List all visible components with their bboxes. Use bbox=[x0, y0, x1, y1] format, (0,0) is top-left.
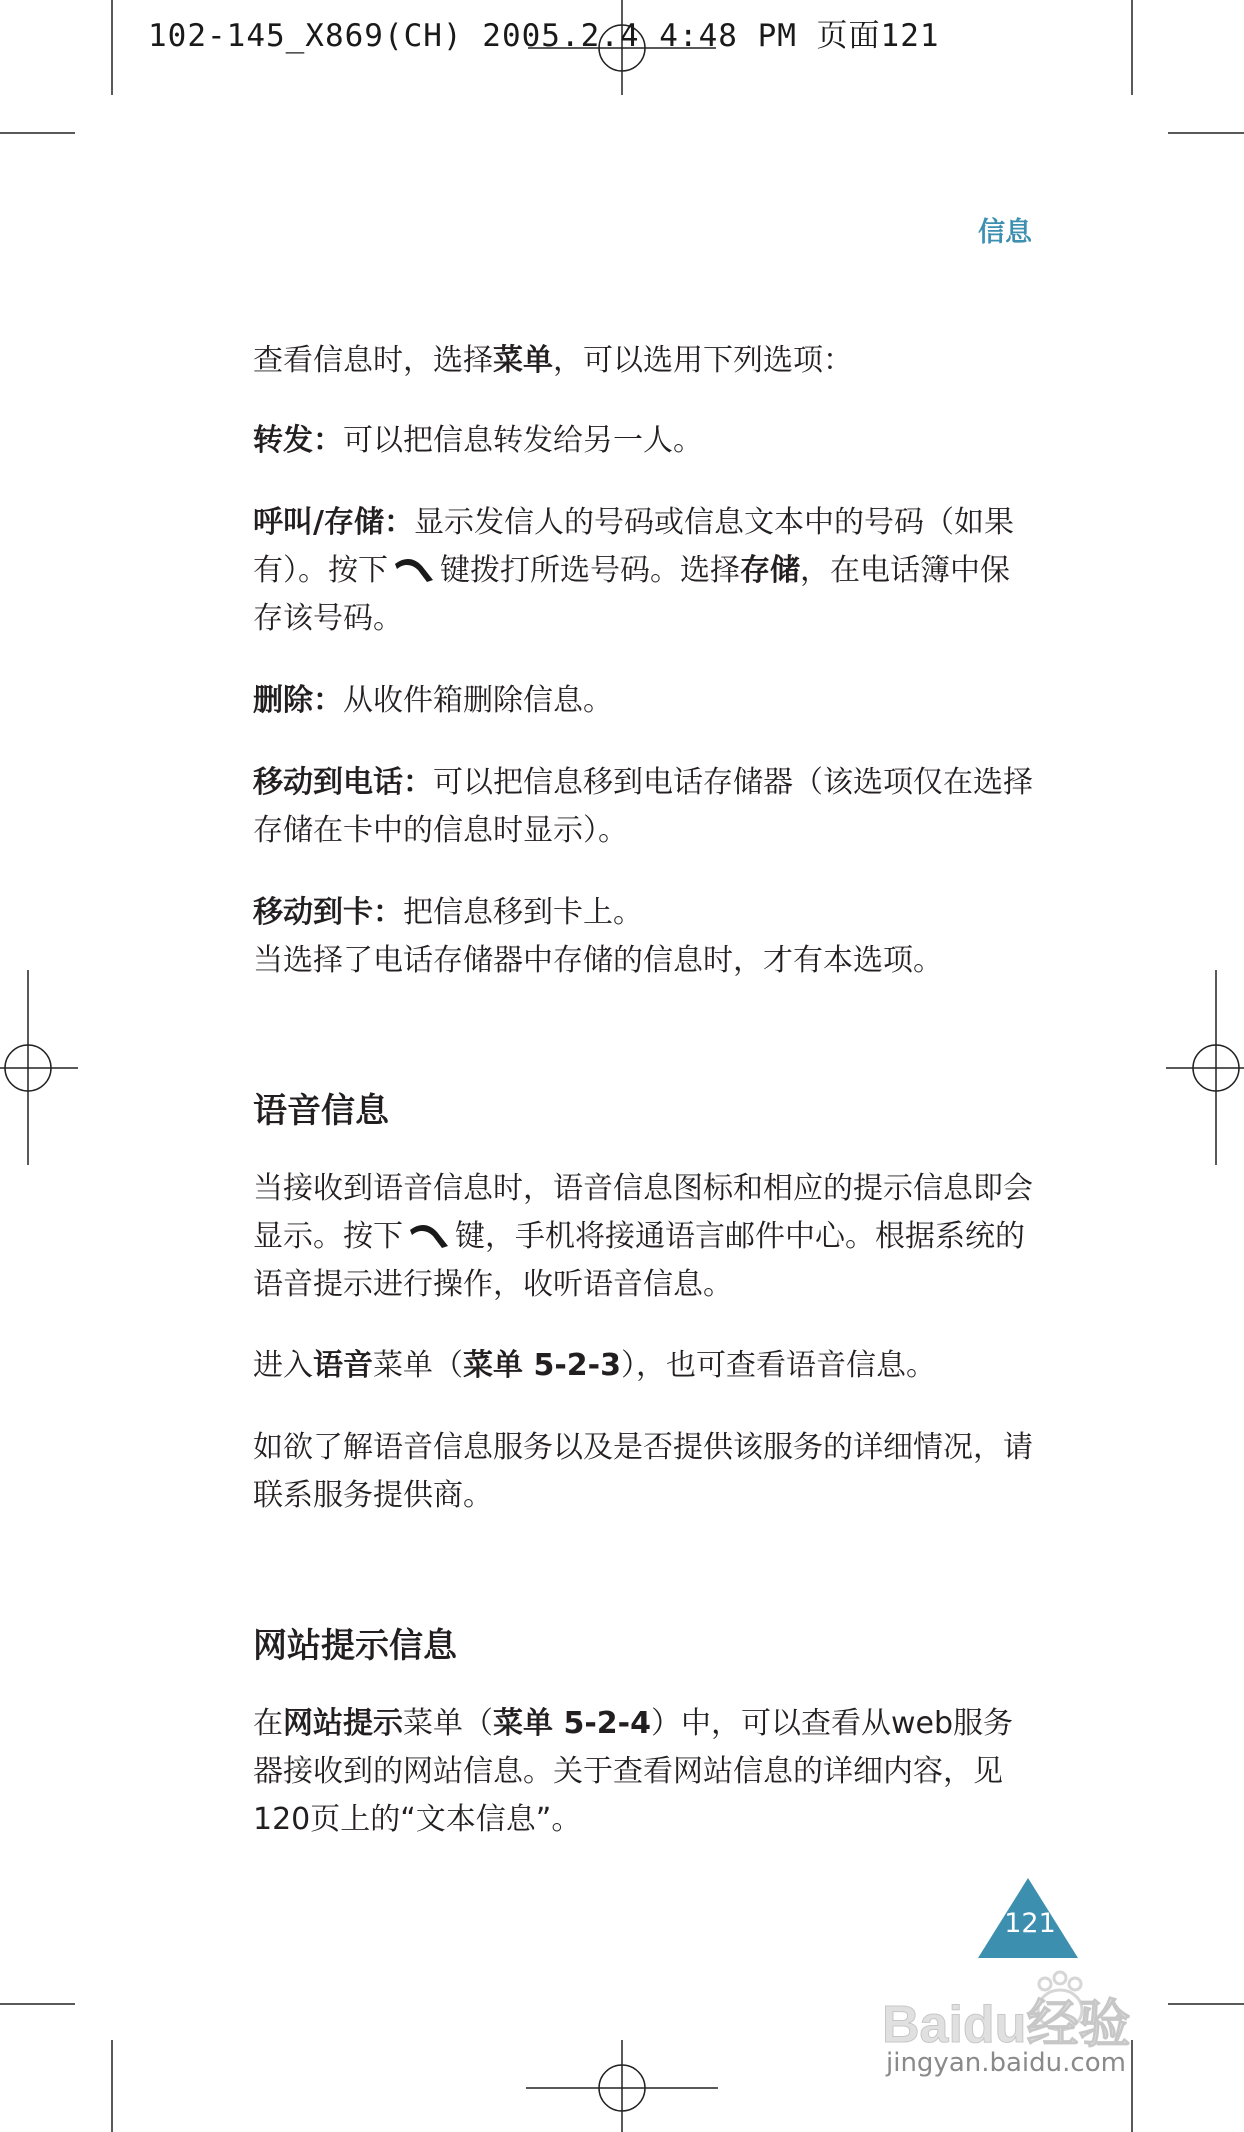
option-move-card bbox=[253, 889, 1033, 985]
option-text: 显示发信人的号码或信息文本中的号码（如果有）。按下 bbox=[253, 505, 1014, 588]
voice-heading: 语音信息 bbox=[253, 1091, 389, 1131]
intro-menu-term: 菜单 bbox=[493, 343, 553, 378]
print-info-header: 102-145_X869(CH) 2005.2.4 4:48 PM 页面121 bbox=[148, 18, 940, 54]
option-term: 转发： bbox=[253, 423, 343, 458]
web-paragraph bbox=[253, 1700, 1033, 1844]
voice-paragraph-3: 如欲了解语音信息服务以及是否提供该服务的详细情况，请联系服务提供商。 bbox=[253, 1430, 1033, 1513]
voice-text: 当接收到语音信息时，语音信息图标和相应的提示信息即会显示。按下 bbox=[253, 1171, 1033, 1254]
section-tag: 信息 bbox=[978, 217, 1032, 248]
voice-bold: 语音 bbox=[313, 1348, 373, 1383]
web-text: ）中，可以查看从web服务器接收到的网站信息。关于查看网站信息的详细内容，见120页上的“文本信息”。 bbox=[253, 1706, 1014, 1837]
option-delete bbox=[253, 677, 1033, 725]
voice-menu-path: 菜单 5-2-3 bbox=[463, 1348, 621, 1383]
option-text: 可以把信息转发给另一人。 bbox=[343, 423, 703, 458]
intro-text-end: ，可以选用下列选项： bbox=[553, 343, 853, 378]
voice-text: 键，手机将接通语言邮件中心。根据系统的语音提示进行操作，收听语音信息。 bbox=[253, 1219, 1025, 1302]
voice-paragraph-1 bbox=[253, 1165, 1033, 1309]
web-text: 在 bbox=[253, 1706, 283, 1741]
option-note: 当选择了电话存储器中存储的信息时，才有本选项。 bbox=[253, 943, 943, 978]
option-move-phone bbox=[253, 759, 1033, 855]
option-text: ，在电话簿中保存该号码。 bbox=[253, 553, 1010, 636]
option-term: 移动到电话： bbox=[253, 765, 433, 800]
intro-paragraph bbox=[253, 337, 1033, 385]
page-number: 121 bbox=[1004, 1908, 1056, 1939]
watermark-url: jingyan.baidu.com bbox=[886, 2048, 1126, 2078]
option-term: 呼叫/存储： bbox=[253, 505, 414, 540]
web-menu-path: 菜单 5-2-4 bbox=[493, 1706, 651, 1741]
option-term: 移动到卡： bbox=[253, 895, 403, 930]
watermark-brand: Baidu经验 bbox=[882, 1996, 1131, 2054]
voice-paragraph-2 bbox=[253, 1342, 1033, 1390]
intro-text: 查看信息时，选择 bbox=[253, 343, 493, 378]
option-text: 把信息移到卡上。 bbox=[403, 895, 643, 930]
option-text: 从收件箱删除信息。 bbox=[343, 683, 613, 718]
option-forward bbox=[253, 417, 1033, 465]
send-key-icon bbox=[407, 1217, 451, 1247]
web-bold: 网站提示 bbox=[283, 1706, 403, 1741]
option-term: 删除： bbox=[253, 683, 343, 718]
option-text: 键拨打所选号码。选择 bbox=[440, 553, 740, 588]
option-call-save bbox=[253, 499, 1033, 643]
option-bold: 存储 bbox=[740, 553, 800, 588]
voice-text: 菜单（ bbox=[373, 1348, 463, 1383]
web-heading: 网站提示信息 bbox=[253, 1626, 457, 1666]
voice-text: 进入 bbox=[253, 1348, 313, 1383]
option-text: 可以把信息移到电话存储器（该选项仅在选择存储在卡中的信息时显示）。 bbox=[253, 765, 1033, 848]
web-text: 菜单（ bbox=[403, 1706, 493, 1741]
voice-text: ），也可查看语音信息。 bbox=[620, 1348, 936, 1383]
send-key-icon bbox=[392, 551, 436, 581]
